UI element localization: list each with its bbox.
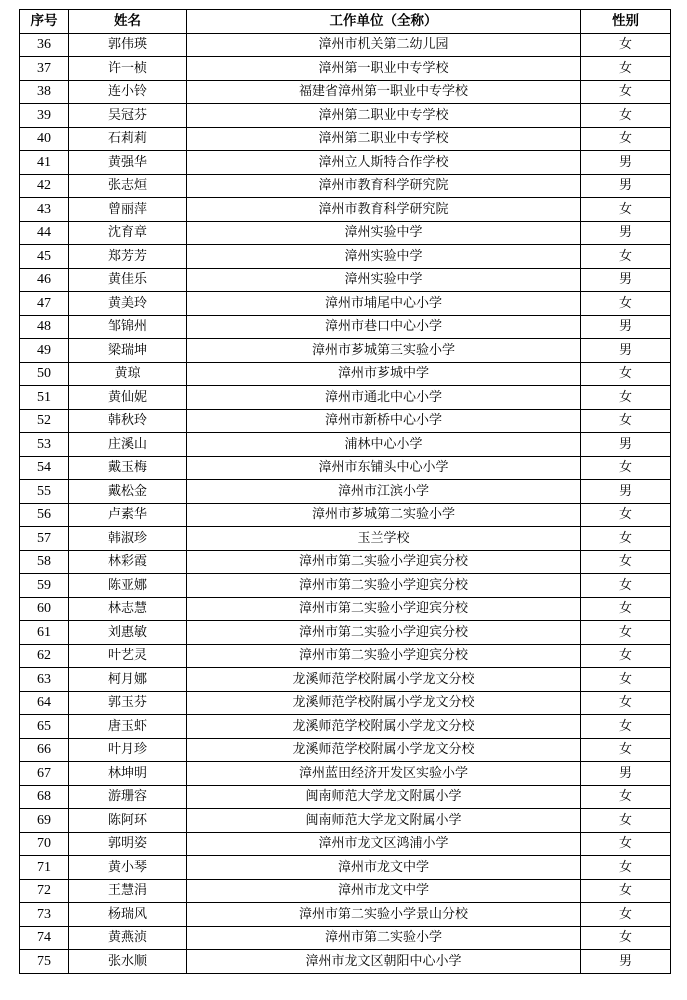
table-row (20, 809, 671, 833)
cell-name: 叶月珍 (69, 738, 187, 762)
table-row (20, 386, 671, 410)
header-gender: 性别 (581, 10, 671, 34)
cell-serial-number: 48 (20, 315, 69, 339)
cell-gender: 女 (581, 245, 671, 269)
cell-serial-number: 56 (20, 503, 69, 527)
cell-name: 郭伟瑛 (69, 33, 187, 57)
cell-name: 黄美玲 (69, 292, 187, 316)
cell-name: 戴松金 (69, 480, 187, 504)
header-row (20, 10, 671, 34)
table-row (20, 621, 671, 645)
cell-work-unit: 漳州立人斯特合作学校 (187, 151, 581, 175)
cell-work-unit: 漳州市龙文区朝阳中心小学 (187, 950, 581, 974)
cell-serial-number: 38 (20, 80, 69, 104)
cell-gender: 男 (581, 151, 671, 175)
cell-serial-number: 58 (20, 550, 69, 574)
cell-work-unit: 漳州蓝田经济开发区实验小学 (187, 762, 581, 786)
table-row (20, 151, 671, 175)
cell-name: 韩秋玲 (69, 409, 187, 433)
header-serial-number: 序号 (20, 10, 69, 34)
cell-work-unit: 漳州市芗城中学 (187, 362, 581, 386)
cell-gender: 男 (581, 950, 671, 974)
cell-work-unit: 漳州市江滨小学 (187, 480, 581, 504)
cell-work-unit: 玉兰学校 (187, 527, 581, 551)
cell-name: 林坤明 (69, 762, 187, 786)
cell-work-unit: 龙溪师范学校附属小学龙文分校 (187, 738, 581, 762)
cell-serial-number: 62 (20, 644, 69, 668)
cell-name: 庄溪山 (69, 433, 187, 457)
cell-gender: 女 (581, 738, 671, 762)
table-row (20, 433, 671, 457)
table-row (20, 668, 671, 692)
cell-serial-number: 60 (20, 597, 69, 621)
cell-serial-number: 46 (20, 268, 69, 292)
cell-work-unit: 漳州市第二实验小学迎宾分校 (187, 550, 581, 574)
table-row (20, 221, 671, 245)
cell-name: 卢素华 (69, 503, 187, 527)
cell-name: 石莉莉 (69, 127, 187, 151)
table-row (20, 480, 671, 504)
cell-name: 郭明姿 (69, 832, 187, 856)
cell-work-unit: 漳州市通北中心小学 (187, 386, 581, 410)
cell-name: 林彩霞 (69, 550, 187, 574)
table-row (20, 409, 671, 433)
cell-gender: 女 (581, 550, 671, 574)
cell-serial-number: 49 (20, 339, 69, 363)
cell-serial-number: 57 (20, 527, 69, 551)
cell-name: 邹锦州 (69, 315, 187, 339)
table-row (20, 715, 671, 739)
cell-serial-number: 40 (20, 127, 69, 151)
cell-work-unit: 漳州实验中学 (187, 221, 581, 245)
cell-gender: 男 (581, 433, 671, 457)
cell-work-unit: 漳州实验中学 (187, 245, 581, 269)
cell-name: 黄强华 (69, 151, 187, 175)
cell-work-unit: 漳州市芗城第三实验小学 (187, 339, 581, 363)
cell-serial-number: 59 (20, 574, 69, 598)
cell-serial-number: 64 (20, 691, 69, 715)
cell-work-unit: 福建省漳州第一职业中专学校 (187, 80, 581, 104)
table-row (20, 104, 671, 128)
cell-gender: 女 (581, 362, 671, 386)
cell-gender: 女 (581, 668, 671, 692)
cell-serial-number: 73 (20, 903, 69, 927)
cell-work-unit: 闽南师范大学龙文附属小学 (187, 809, 581, 833)
table-row (20, 903, 671, 927)
table-row (20, 738, 671, 762)
cell-serial-number: 50 (20, 362, 69, 386)
table-row (20, 832, 671, 856)
cell-work-unit: 龙溪师范学校附属小学龙文分校 (187, 668, 581, 692)
cell-name: 王慧涓 (69, 879, 187, 903)
cell-serial-number: 54 (20, 456, 69, 480)
table-row (20, 691, 671, 715)
cell-name: 吴冠芬 (69, 104, 187, 128)
cell-name: 梁瑞坤 (69, 339, 187, 363)
cell-gender: 女 (581, 926, 671, 950)
table-row (20, 926, 671, 950)
cell-serial-number: 71 (20, 856, 69, 880)
cell-serial-number: 36 (20, 33, 69, 57)
cell-gender: 男 (581, 174, 671, 198)
cell-work-unit: 漳州市教育科学研究院 (187, 198, 581, 222)
cell-work-unit: 漳州市第二实验小学迎宾分校 (187, 574, 581, 598)
cell-name: 陈亚娜 (69, 574, 187, 598)
cell-work-unit: 漳州市第二实验小学 (187, 926, 581, 950)
cell-name: 林志慧 (69, 597, 187, 621)
cell-work-unit: 漳州第二职业中专学校 (187, 127, 581, 151)
header-name: 姓名 (69, 10, 187, 34)
cell-work-unit: 漳州市新桥中心小学 (187, 409, 581, 433)
cell-serial-number: 75 (20, 950, 69, 974)
table-row (20, 174, 671, 198)
cell-serial-number: 41 (20, 151, 69, 175)
cell-serial-number: 37 (20, 57, 69, 81)
cell-name: 黄小琴 (69, 856, 187, 880)
cell-gender: 女 (581, 903, 671, 927)
cell-work-unit: 漳州第一职业中专学校 (187, 57, 581, 81)
cell-name: 杨瑞风 (69, 903, 187, 927)
cell-serial-number: 53 (20, 433, 69, 457)
cell-gender: 女 (581, 198, 671, 222)
cell-gender: 男 (581, 339, 671, 363)
cell-gender: 男 (581, 315, 671, 339)
cell-gender: 女 (581, 785, 671, 809)
table-row (20, 879, 671, 903)
cell-work-unit: 漳州市教育科学研究院 (187, 174, 581, 198)
cell-serial-number: 52 (20, 409, 69, 433)
cell-name: 陈阿环 (69, 809, 187, 833)
cell-serial-number: 72 (20, 879, 69, 903)
cell-name: 连小铃 (69, 80, 187, 104)
cell-name: 黄琼 (69, 362, 187, 386)
cell-name: 黄佳乐 (69, 268, 187, 292)
cell-gender: 女 (581, 127, 671, 151)
cell-gender: 女 (581, 456, 671, 480)
cell-serial-number: 66 (20, 738, 69, 762)
header-work-unit: 工作单位（全称） (187, 10, 581, 34)
cell-gender: 女 (581, 503, 671, 527)
cell-name: 黄仙妮 (69, 386, 187, 410)
table-row (20, 550, 671, 574)
cell-name: 刘惠敏 (69, 621, 187, 645)
table-row (20, 574, 671, 598)
cell-gender: 女 (581, 879, 671, 903)
cell-serial-number: 67 (20, 762, 69, 786)
cell-name: 张志烜 (69, 174, 187, 198)
cell-serial-number: 70 (20, 832, 69, 856)
table-row (20, 597, 671, 621)
cell-gender: 女 (581, 409, 671, 433)
cell-work-unit: 漳州市埔尾中心小学 (187, 292, 581, 316)
cell-serial-number: 74 (20, 926, 69, 950)
table-row (20, 503, 671, 527)
cell-work-unit: 闽南师范大学龙文附属小学 (187, 785, 581, 809)
cell-serial-number: 43 (20, 198, 69, 222)
cell-serial-number: 61 (20, 621, 69, 645)
cell-work-unit: 漳州市巷口中心小学 (187, 315, 581, 339)
table-row (20, 339, 671, 363)
cell-name: 柯月娜 (69, 668, 187, 692)
cell-gender: 女 (581, 856, 671, 880)
cell-gender: 女 (581, 386, 671, 410)
cell-gender: 女 (581, 809, 671, 833)
cell-work-unit: 漳州市龙文中学 (187, 856, 581, 880)
cell-serial-number: 68 (20, 785, 69, 809)
cell-gender: 女 (581, 621, 671, 645)
table-row (20, 245, 671, 269)
cell-gender: 女 (581, 33, 671, 57)
cell-serial-number: 55 (20, 480, 69, 504)
roster-table (19, 9, 671, 974)
cell-name: 许一桢 (69, 57, 187, 81)
cell-name: 韩淑珍 (69, 527, 187, 551)
cell-work-unit: 漳州市芗城第二实验小学 (187, 503, 581, 527)
cell-work-unit: 龙溪师范学校附属小学龙文分校 (187, 691, 581, 715)
cell-work-unit: 漳州市第二实验小学迎宾分校 (187, 621, 581, 645)
cell-gender: 女 (581, 80, 671, 104)
table-row (20, 315, 671, 339)
cell-name: 黄燕浈 (69, 926, 187, 950)
cell-gender: 女 (581, 104, 671, 128)
cell-work-unit: 漳州市东铺头中心小学 (187, 456, 581, 480)
cell-work-unit: 龙溪师范学校附属小学龙文分校 (187, 715, 581, 739)
table-row (20, 644, 671, 668)
cell-gender: 女 (581, 527, 671, 551)
cell-work-unit: 漳州第二职业中专学校 (187, 104, 581, 128)
cell-serial-number: 63 (20, 668, 69, 692)
cell-serial-number: 45 (20, 245, 69, 269)
table-row (20, 527, 671, 551)
table-body (20, 33, 671, 973)
cell-gender: 男 (581, 480, 671, 504)
table-row (20, 292, 671, 316)
cell-work-unit: 漳州市第二实验小学迎宾分校 (187, 644, 581, 668)
cell-name: 沈育章 (69, 221, 187, 245)
cell-gender: 男 (581, 221, 671, 245)
table-row (20, 950, 671, 974)
table-row (20, 127, 671, 151)
cell-work-unit: 漳州实验中学 (187, 268, 581, 292)
cell-name: 游珊容 (69, 785, 187, 809)
table-row (20, 198, 671, 222)
cell-gender: 女 (581, 644, 671, 668)
table-row (20, 856, 671, 880)
cell-serial-number: 44 (20, 221, 69, 245)
table-row (20, 80, 671, 104)
cell-serial-number: 39 (20, 104, 69, 128)
cell-gender: 女 (581, 57, 671, 81)
cell-gender: 女 (581, 691, 671, 715)
cell-name: 曾丽萍 (69, 198, 187, 222)
cell-gender: 男 (581, 268, 671, 292)
cell-work-unit: 漳州市机关第二幼儿园 (187, 33, 581, 57)
cell-work-unit: 浦林中心小学 (187, 433, 581, 457)
cell-name: 戴玉梅 (69, 456, 187, 480)
table-row (20, 362, 671, 386)
cell-serial-number: 69 (20, 809, 69, 833)
cell-gender: 女 (581, 574, 671, 598)
table-row (20, 456, 671, 480)
cell-name: 郭玉芬 (69, 691, 187, 715)
cell-name: 叶艺灵 (69, 644, 187, 668)
cell-name: 张水顺 (69, 950, 187, 974)
table-row (20, 785, 671, 809)
cell-gender: 女 (581, 292, 671, 316)
cell-work-unit: 漳州市龙文区鸿浦小学 (187, 832, 581, 856)
cell-serial-number: 47 (20, 292, 69, 316)
table-row (20, 57, 671, 81)
table-header (20, 10, 671, 34)
cell-name: 郑芳芳 (69, 245, 187, 269)
cell-work-unit: 漳州市第二实验小学迎宾分校 (187, 597, 581, 621)
table-row (20, 268, 671, 292)
cell-work-unit: 漳州市龙文中学 (187, 879, 581, 903)
cell-gender: 女 (581, 715, 671, 739)
cell-serial-number: 51 (20, 386, 69, 410)
cell-work-unit: 漳州市第二实验小学景山分校 (187, 903, 581, 927)
cell-gender: 男 (581, 762, 671, 786)
table-row (20, 33, 671, 57)
cell-serial-number: 42 (20, 174, 69, 198)
cell-gender: 女 (581, 832, 671, 856)
cell-gender: 女 (581, 597, 671, 621)
table-row (20, 762, 671, 786)
cell-serial-number: 65 (20, 715, 69, 739)
cell-name: 唐玉虾 (69, 715, 187, 739)
